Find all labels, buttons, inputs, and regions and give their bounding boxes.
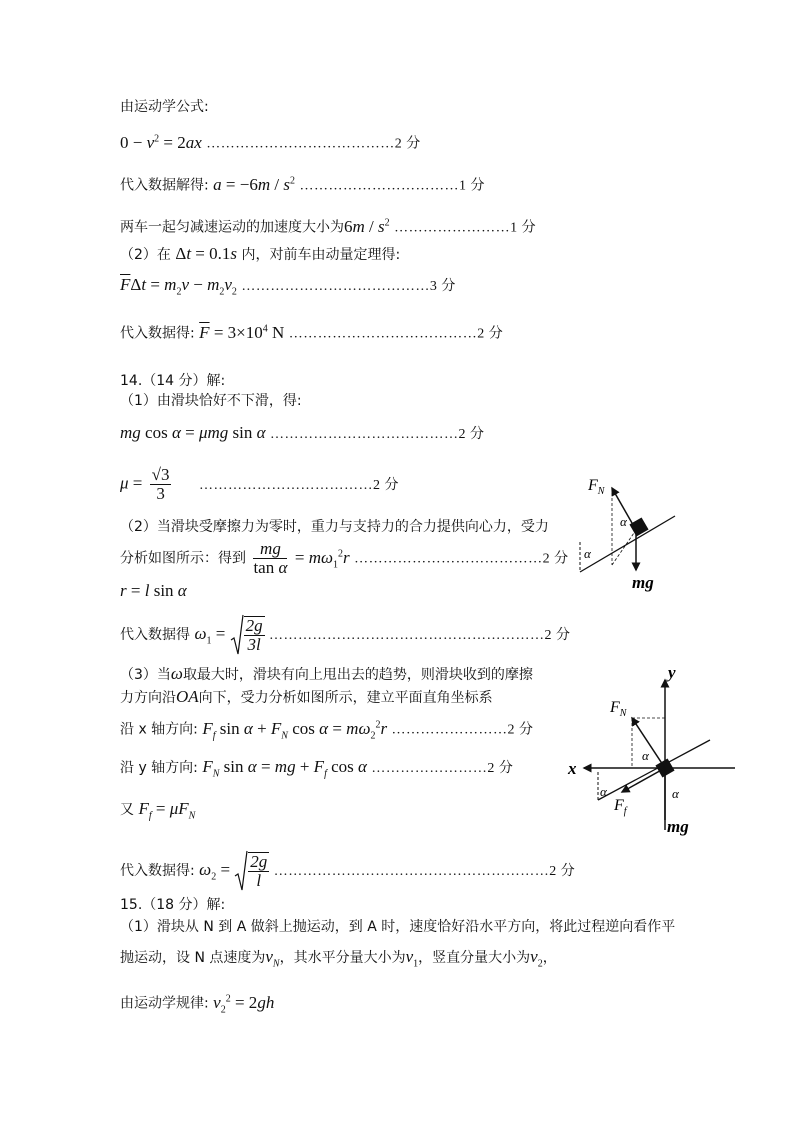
angle-label: α xyxy=(672,786,679,801)
angle-label: α xyxy=(620,514,627,529)
angle-label: α xyxy=(584,546,591,561)
equation-line-25: 由运动学规律: $v_2^2 = 2gh$ xyxy=(120,992,275,1016)
text-line-24: 抛运动，设 N 点速度为$v_N$，其水平分量大小为$v_1$，竖直分量大小为$v_2$， xyxy=(120,947,557,970)
equation-line-2: $0 - v^2 = 2ax$ …………………………………2 分 xyxy=(120,132,421,152)
text-line-4: 两车一起匀减速运动的加速度大小为$6m / s^2$ ……………………1 分 xyxy=(120,216,537,236)
sqrt-expression: $\frac{2g}{l}$ xyxy=(234,850,269,892)
equation-line-13: 分析如图所示：得到 $\frac{mg}{\text{tan α}}$ = $m\omega_1^2r$ …………………………………2 分 xyxy=(120,539,569,577)
text-line-23: （1）滑块从 N 到 A 做斜上抛运动，到 A 时，速度恰好沿水平方向，将此过程逆向看作平 xyxy=(120,919,676,935)
normal-force-label: $F_N$ xyxy=(588,477,605,497)
equation-line-6: $\overline{F}\Delta t = m_2v - m_2v_2$ …………………………………3 分 xyxy=(120,275,456,298)
text-line-16: （3）当ω取最大时，滑块有向上甩出去的趋势，则滑块收到的摩擦 xyxy=(120,664,533,683)
text-line-17: 力方向沿OA向下，受力分析如图所示，建立平面直角坐标系 xyxy=(120,687,493,706)
normal-force-label: $F_N$ xyxy=(610,699,627,719)
sqrt-expression: $\frac{2g}{3l}$ xyxy=(230,614,265,656)
gravity-label: mg xyxy=(632,573,654,592)
section-heading-14: 14.（14 分）解: xyxy=(120,373,226,389)
text-line-9: （1）由滑块恰好不下滑，得: xyxy=(120,393,302,409)
equation-line-7: 代入数据得: $\overline{F} = 3\times 10^4$ N …………………………………2 分 xyxy=(120,322,504,342)
y-axis-label: y xyxy=(668,663,676,682)
text-line-5: （2）在 Δt = 0.1s 内，对前车由动量定理得: xyxy=(120,244,401,263)
score-dots: …………………………………2 分 xyxy=(206,136,421,152)
incline-line xyxy=(580,516,675,572)
dashed-line xyxy=(612,530,636,565)
equation-line-21: 代入数据得: $\omega_2$ = $\frac{2g}{l}$ …………………………………………………2 分 xyxy=(120,852,576,890)
equation-line-14: r = l sin α xyxy=(120,581,187,600)
text-line-12: （2）当滑块受摩擦力为零时，重力与支持力的合力提供向心力，受力 xyxy=(120,519,549,535)
text-line-1: 由运动学公式: xyxy=(120,99,209,115)
equation-line-20: 又 $F_f = \mu F_N$ xyxy=(120,799,196,822)
equation-line-19: 沿 y 轴方向: $F_N$ sin α = mg + $F_f$ cos α ……………………2 分 xyxy=(120,757,514,780)
equation-line-3: 代入数据解得: $a = -6m / s^2$ ……………………………1 分 xyxy=(120,174,485,194)
angle-label: α xyxy=(642,748,649,763)
friction-force-label: $F_f$ xyxy=(614,797,627,817)
section-heading-15: 15.（18 分）解: xyxy=(120,897,226,913)
gravity-label: mg xyxy=(667,817,689,836)
equation-line-18: 沿 x 轴方向: $F_f$ $\sin \alpha + F_N$ $\cos \alpha = m\omega_2^2r$ ……………………2 分 xyxy=(120,718,534,742)
friction-force-arrow xyxy=(622,768,665,792)
force-diagram-2 xyxy=(560,660,740,840)
incline-line xyxy=(598,740,710,800)
angle-label: α xyxy=(600,784,607,799)
equation-line-11: μ = $\frac{√3}{3}$ ………………………………2 分 xyxy=(120,465,399,503)
force-diagram-1 xyxy=(570,470,690,600)
equation-line-15: 代入数据得 $\omega_1$ = $\frac{2g}{3l}$ …………………………………………………2 分 xyxy=(120,616,571,654)
equation-line-10: mg cos α = μmg sin α …………………………………2 分 xyxy=(120,423,485,442)
x-axis-label: x xyxy=(568,759,577,778)
